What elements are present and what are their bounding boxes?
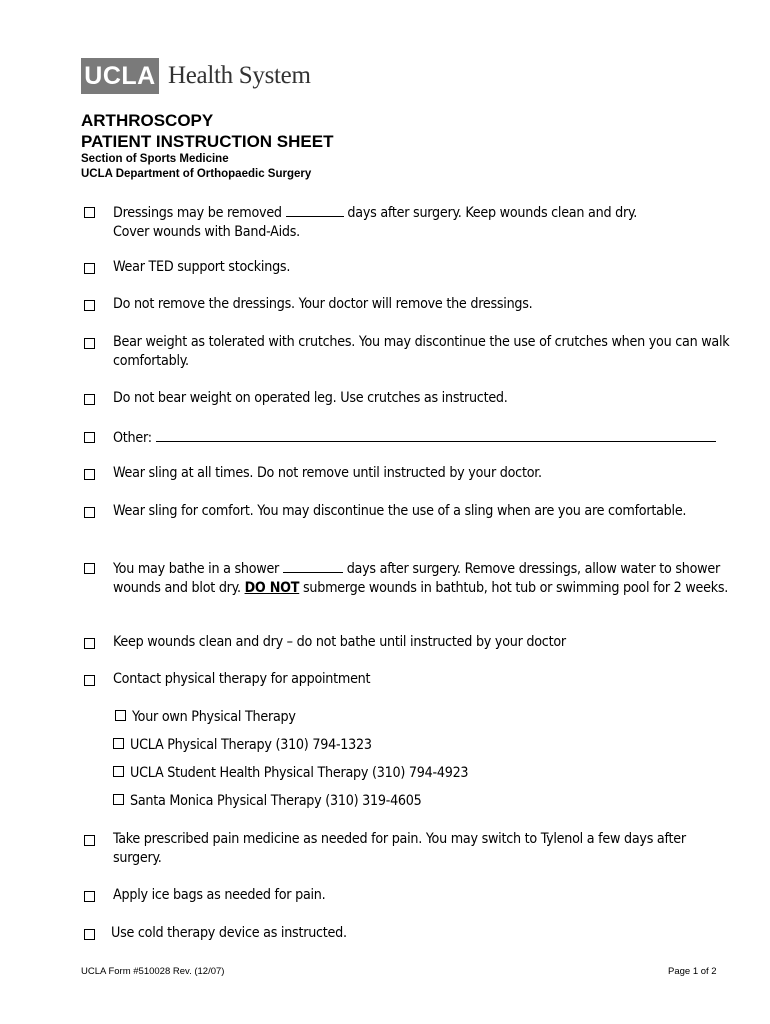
checkbox[interactable] bbox=[84, 300, 95, 311]
page-number: Page 1 of 2 bbox=[668, 966, 717, 977]
checkbox[interactable] bbox=[84, 469, 95, 480]
pt-option-student-health: UCLA Student Health Physical Therapy (310) 794-4923 bbox=[113, 764, 468, 783]
keep-clean-text: Keep wounds clean and dry – do not bathe until instructed by your doctor bbox=[113, 634, 566, 650]
ucla-health-logo bbox=[81, 58, 311, 94]
ted-text: Wear TED support stockings. bbox=[113, 259, 291, 275]
checkbox[interactable] bbox=[84, 675, 95, 686]
checkbox[interactable] bbox=[84, 432, 95, 443]
cold-therapy-text: Use cold therapy device as instructed. bbox=[111, 925, 347, 941]
checkbox[interactable] bbox=[84, 929, 95, 940]
checkbox[interactable] bbox=[84, 263, 95, 274]
logo-text: Health System bbox=[168, 62, 311, 89]
no-remove-text: Do not remove the dressings. Your doctor will remove the dressings. bbox=[113, 296, 533, 312]
sling-all-text: Wear sling at all times. Do not remove until instructed by your doctor. bbox=[113, 465, 542, 481]
bathe-text-2: days after surgery. Remove dressings, allow water to shower wounds and blot dry. bbox=[113, 561, 720, 596]
do-not-emphasis: DO NOT bbox=[244, 580, 300, 596]
pt-option-own: Your own Physical Therapy bbox=[113, 708, 296, 727]
dressings-text-3: Cover wounds with Band-Aids. bbox=[113, 224, 300, 240]
pt-option-ucla: UCLA Physical Therapy (310) 794-1323 bbox=[113, 736, 372, 755]
pain-med-text: Take prescribed pain medicine as needed for pain. You may switch to Tylenol a few days after surgery. bbox=[113, 831, 686, 866]
checkbox[interactable] bbox=[113, 738, 124, 749]
other-blank[interactable] bbox=[156, 427, 716, 442]
checkbox[interactable] bbox=[84, 891, 95, 902]
dressings-text: Dressings may be removed bbox=[113, 205, 282, 221]
other-label: Other: bbox=[113, 430, 152, 446]
pt-option-santa-monica: Santa Monica Physical Therapy (310) 319-4605 bbox=[113, 792, 422, 811]
checkbox[interactable] bbox=[113, 794, 124, 805]
ice-text: Apply ice bags as needed for pain. bbox=[113, 887, 326, 903]
days-blank[interactable] bbox=[286, 202, 344, 217]
bathe-text-3: submerge wounds in bathtub, hot tub or swimming pool for 2 weeks. bbox=[303, 580, 729, 596]
dressings-text-2: days after surgery. Keep wounds clean and dry. bbox=[347, 205, 638, 221]
checkbox[interactable] bbox=[84, 563, 95, 574]
checkbox[interactable] bbox=[84, 207, 95, 218]
form-number: UCLA Form #510028 Rev. (12/07) bbox=[81, 966, 225, 977]
checkbox[interactable] bbox=[84, 394, 95, 405]
checkbox[interactable] bbox=[113, 766, 124, 777]
checkbox[interactable] bbox=[84, 638, 95, 649]
sling-comfort-text: Wear sling for comfort. You may discontinue the use of a sling when are you are comfortable. bbox=[113, 503, 687, 519]
checkbox[interactable] bbox=[84, 507, 95, 518]
logo-box: UCLA bbox=[81, 58, 159, 94]
no-bear-text: Do not bear weight on operated leg. Use crutches as instructed. bbox=[113, 390, 508, 406]
days-blank[interactable] bbox=[283, 558, 343, 573]
contact-pt-text: Contact physical therapy for appointment bbox=[113, 671, 371, 687]
document-title: ARTHROSCOPY bbox=[81, 111, 214, 130]
section-name: Section of Sports Medicine bbox=[81, 153, 229, 165]
checkbox[interactable] bbox=[84, 338, 95, 349]
bathe-text: You may bathe in a shower bbox=[113, 561, 280, 577]
checkbox[interactable] bbox=[84, 835, 95, 846]
department-name: UCLA Department of Orthopaedic Surgery bbox=[81, 168, 312, 180]
bear-weight-text: Bear weight as tolerated with crutches. You may discontinue the use of crutches when you can walk comfortably. bbox=[113, 334, 730, 369]
document-title-line2: PATIENT INSTRUCTION SHEET bbox=[81, 132, 334, 151]
checkbox[interactable] bbox=[115, 710, 126, 721]
